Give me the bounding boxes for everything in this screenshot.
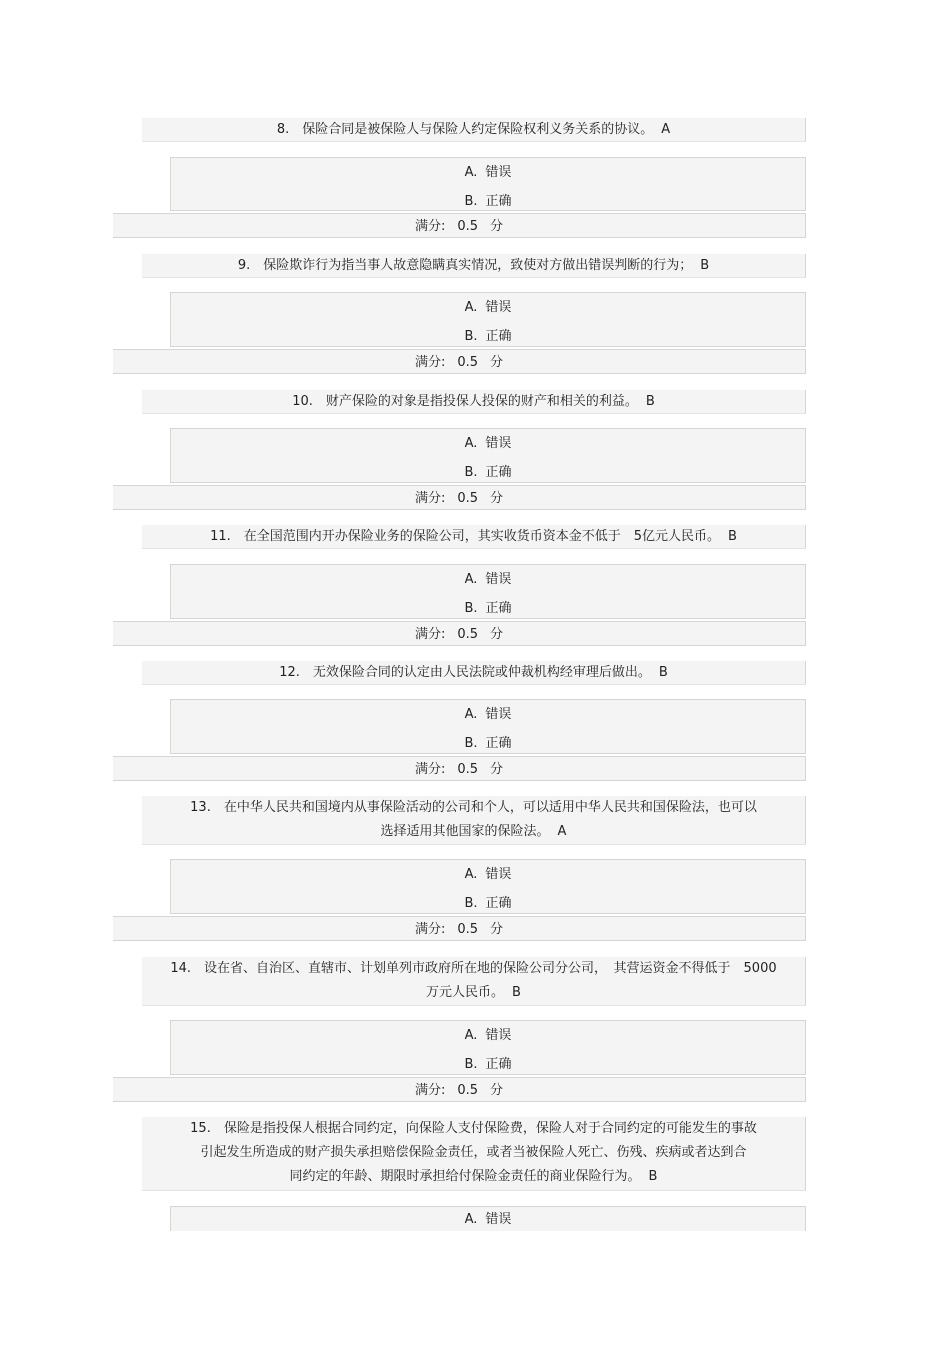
score-bar — [113, 349, 806, 374]
score-label: 满分: — [414, 355, 446, 370]
answer-key: A — [661, 122, 671, 137]
option-text: 错误 — [485, 300, 512, 315]
option-letter: B. — [464, 329, 478, 344]
option-a[interactable] — [171, 700, 805, 729]
score-bar — [113, 485, 806, 510]
option-a[interactable] — [171, 860, 805, 889]
score-unit: 分 — [490, 1083, 504, 1098]
option-text: 错误 — [485, 165, 512, 180]
answer-key: B — [700, 258, 710, 273]
question-10 — [142, 390, 806, 414]
answer-key: B — [728, 529, 737, 544]
question-text: 9. 保险欺诈行为指当事人故意隐瞒真实情况，致使对方做出错误判断的行为； — [237, 258, 693, 273]
question-15 — [142, 1117, 806, 1191]
option-letter: A. — [464, 436, 478, 451]
question-text: 15. 保险是指投保人根据合同约定，向保险人支付保险费，保险人对于合同约定的可能发生的事故 — [190, 1121, 757, 1136]
option-b[interactable] — [171, 458, 805, 487]
option-b[interactable] — [171, 322, 805, 351]
option-letter: A. — [464, 1212, 478, 1227]
option-text: 正确 — [485, 736, 512, 751]
option-a[interactable] — [171, 565, 805, 594]
score-bar — [113, 916, 806, 941]
option-a[interactable] — [171, 1207, 805, 1232]
option-letter: B. — [464, 896, 478, 911]
score-unit: 分 — [490, 627, 504, 642]
question-11 — [142, 525, 806, 549]
option-a[interactable] — [171, 158, 805, 187]
score-unit: 分 — [490, 922, 504, 937]
answer-key: B — [658, 665, 668, 680]
options-box — [170, 859, 806, 914]
answer-key: B — [645, 394, 655, 409]
option-text: 错误 — [485, 1212, 512, 1227]
question-14 — [142, 957, 806, 1006]
answer-key: A — [557, 824, 567, 839]
score-value: 0.5 — [457, 627, 479, 642]
question-8 — [142, 118, 806, 142]
option-text: 错误 — [485, 707, 512, 722]
option-text: 错误 — [485, 1028, 512, 1043]
score-value: 0.5 — [457, 355, 479, 370]
option-letter: A. — [464, 572, 478, 587]
question-text: 13. 在中华人民共和国境内从事保险活动的公司和个人，可以适用中华人民共和国保险法，也可以 — [190, 800, 757, 815]
question-12 — [142, 661, 806, 685]
option-a[interactable] — [171, 429, 805, 458]
option-b[interactable] — [171, 1050, 805, 1079]
option-text: 错误 — [485, 867, 512, 882]
options-box — [170, 564, 806, 619]
option-b[interactable] — [171, 729, 805, 758]
options-box — [170, 1206, 806, 1231]
score-label: 满分: — [414, 762, 446, 777]
option-a[interactable] — [171, 293, 805, 322]
score-bar — [113, 756, 806, 781]
question-13 — [142, 796, 806, 845]
question-text: 11. 在全国范围内开办保险业务的保险公司，其实收货币资本金不低于 5亿元人民币。 — [210, 529, 721, 544]
score-label: 满分: — [414, 627, 446, 642]
score-value: 0.5 — [457, 1083, 479, 1098]
score-bar — [113, 1077, 806, 1102]
option-letter: B. — [464, 1057, 478, 1072]
answer-key: B — [512, 985, 521, 1000]
option-text: 正确 — [485, 194, 512, 209]
answer-key: B — [648, 1169, 658, 1184]
option-letter: B. — [464, 601, 478, 616]
option-b[interactable] — [171, 594, 805, 623]
score-value: 0.5 — [457, 219, 479, 234]
score-unit: 分 — [490, 762, 504, 777]
option-letter: A. — [464, 165, 478, 180]
score-value: 0.5 — [457, 762, 479, 777]
option-text: 正确 — [485, 1057, 512, 1072]
option-b[interactable] — [171, 187, 805, 216]
option-text: 错误 — [485, 572, 512, 587]
options-box — [170, 699, 806, 754]
score-bar — [113, 213, 806, 238]
option-text: 正确 — [485, 329, 512, 344]
option-text: 正确 — [485, 465, 512, 480]
score-unit: 分 — [490, 491, 504, 506]
option-letter: B. — [464, 465, 478, 480]
score-unit: 分 — [490, 355, 504, 370]
option-letter: A. — [464, 1028, 478, 1043]
options-box — [170, 1020, 806, 1075]
question-text: 选择适用其他国家的保险法。 — [380, 824, 550, 839]
options-box — [170, 292, 806, 347]
options-box — [170, 428, 806, 483]
question-text: 10. 财产保险的对象是指投保人投保的财产和相关的利益。 — [292, 394, 638, 409]
options-box — [170, 157, 806, 211]
score-label: 满分: — [414, 1083, 446, 1098]
option-text: 错误 — [485, 436, 512, 451]
option-a[interactable] — [171, 1021, 805, 1050]
option-text: 正确 — [485, 601, 512, 616]
question-9 — [142, 254, 806, 278]
score-unit: 分 — [490, 219, 504, 234]
score-value: 0.5 — [457, 491, 479, 506]
question-text: 14. 设在省、自治区、直辖市、计划单列市政府所在地的保险公司分公司， 其营运资金不得低于 5000 — [170, 961, 777, 976]
question-text: 12. 无效保险合同的认定由人民法院或仲裁机构经审理后做出。 — [279, 665, 651, 680]
option-letter: B. — [464, 194, 478, 209]
option-b[interactable] — [171, 889, 805, 918]
option-letter: A. — [464, 300, 478, 315]
question-text: 8. 保险合同是被保险人与保险人约定保险权利义务关系的协议。 — [276, 122, 654, 137]
option-letter: A. — [464, 707, 478, 722]
score-value: 0.5 — [457, 922, 479, 937]
score-label: 满分: — [414, 219, 446, 234]
question-text: 引起发生所造成的财产损失承担赔偿保险金责任，或者当被保险人死亡、伤残、疾病或者达到合 — [200, 1145, 747, 1160]
score-label: 满分: — [414, 922, 446, 937]
question-text: 同约定的年龄、期限时承担给付保险金责任的商业保险行为。 — [289, 1169, 641, 1184]
option-text: 正确 — [485, 896, 512, 911]
score-bar — [113, 621, 806, 646]
option-letter: B. — [464, 736, 478, 751]
score-label: 满分: — [414, 491, 446, 506]
option-letter: A. — [464, 867, 478, 882]
question-text: 万元人民币。 — [426, 985, 505, 1000]
